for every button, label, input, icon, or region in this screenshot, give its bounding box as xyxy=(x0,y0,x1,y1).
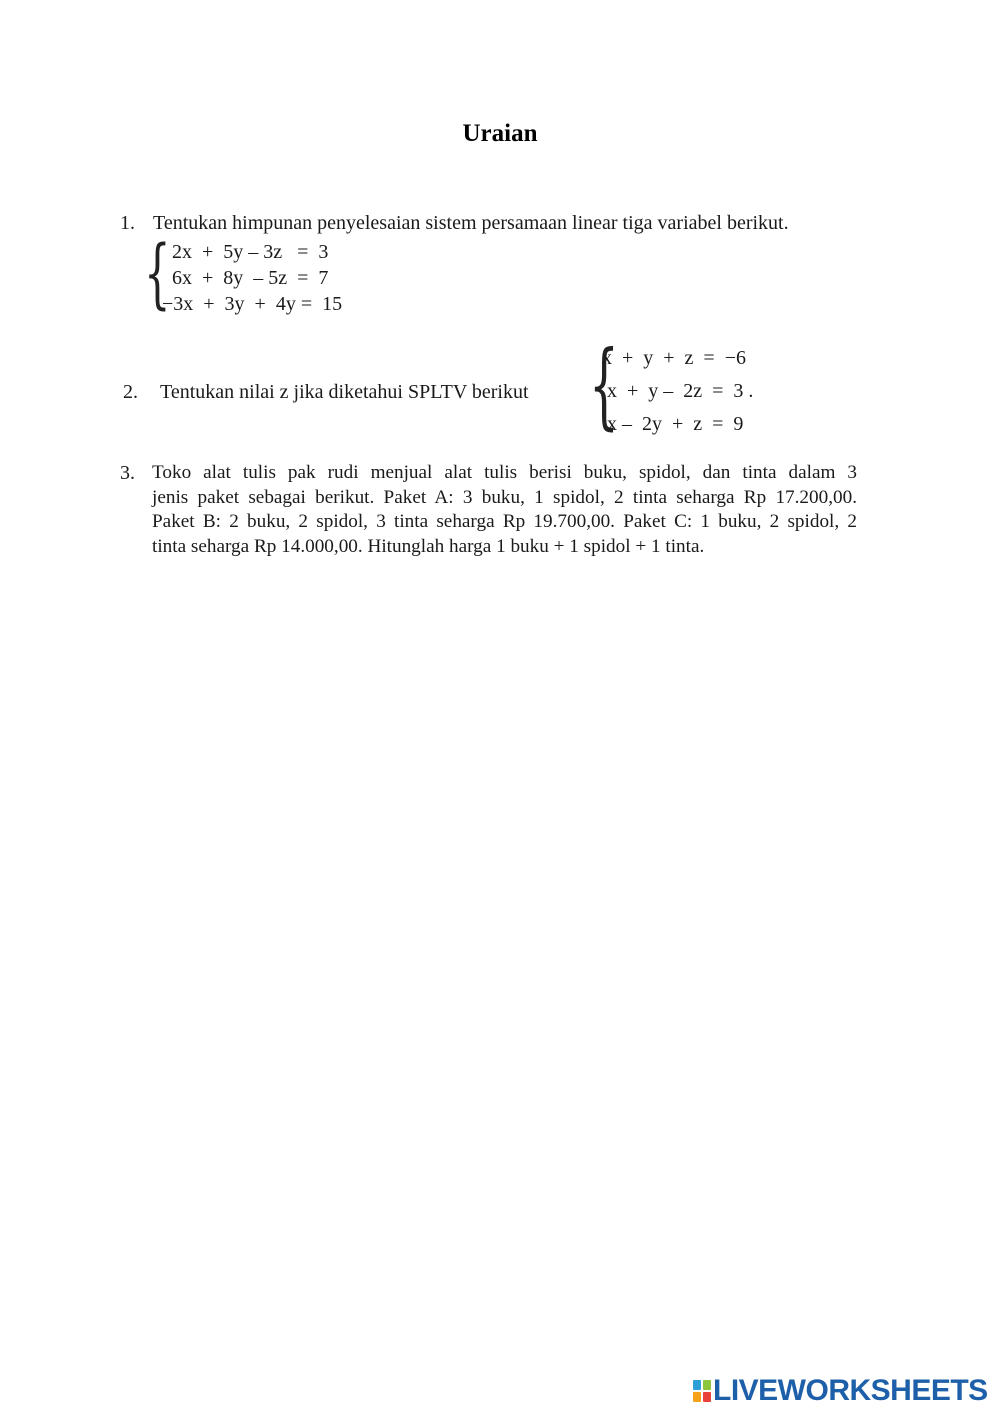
liveworksheets-logo xyxy=(693,1374,988,1408)
paragraph-line: Toko alat tulis pak rudi menjual alat tulis berisi buku, spidol, dan tinta dalam 3 xyxy=(152,462,857,483)
left-brace-icon: { xyxy=(144,228,171,317)
left-brace-icon: { xyxy=(589,331,619,440)
logo-tile xyxy=(703,1380,711,1390)
equation-line: x – 2y + z = 9 xyxy=(602,413,744,435)
paragraph-line: Paket B: 2 buku, 2 spidol, 3 tinta seharga Rp 19.700,00. Paket C: 1 buku, 2 spidol, 2 xyxy=(152,511,857,532)
brand-name: LIVEWORKSHEETS xyxy=(713,1374,988,1407)
question-1-number: 1. xyxy=(120,212,135,234)
equation-line: x + y – 2z = 3 . xyxy=(602,380,754,402)
logo-tile xyxy=(693,1380,701,1390)
question-1-equations xyxy=(162,239,342,317)
question-3-text xyxy=(152,461,857,559)
page-title: Uraian xyxy=(462,120,538,147)
equation-line: −3x + 3y + 4y = 15 xyxy=(162,293,343,315)
question-2-equations xyxy=(602,345,753,444)
equation-line: 2x + 5y – 3z = 3 xyxy=(162,241,329,263)
logo-grid-icon xyxy=(693,1380,711,1402)
equation-line: 6x + 8y – 5z = 7 xyxy=(162,267,329,289)
logo-tile xyxy=(693,1392,701,1402)
question-2-number: 2. xyxy=(123,381,138,403)
question-3-number: 3. xyxy=(120,462,135,484)
logo-tile xyxy=(703,1392,711,1402)
question-2-prompt: Tentukan nilai z jika diketahui SPLTV berikut xyxy=(160,381,529,403)
equation-line: x + y + z = −6 xyxy=(602,347,746,369)
paragraph-line: tinta seharga Rp 14.000,00. Hitunglah harga 1 buku + 1 spidol + 1 tinta. xyxy=(152,535,705,557)
question-1-prompt: Tentukan himpunan penyelesaian sistem persamaan linear tiga variabel berikut. xyxy=(153,212,789,234)
paragraph-line: jenis paket sebagai berikut. Paket A: 3 buku, 1 spidol, 2 tinta seharga Rp 17.200,00. xyxy=(152,486,857,508)
